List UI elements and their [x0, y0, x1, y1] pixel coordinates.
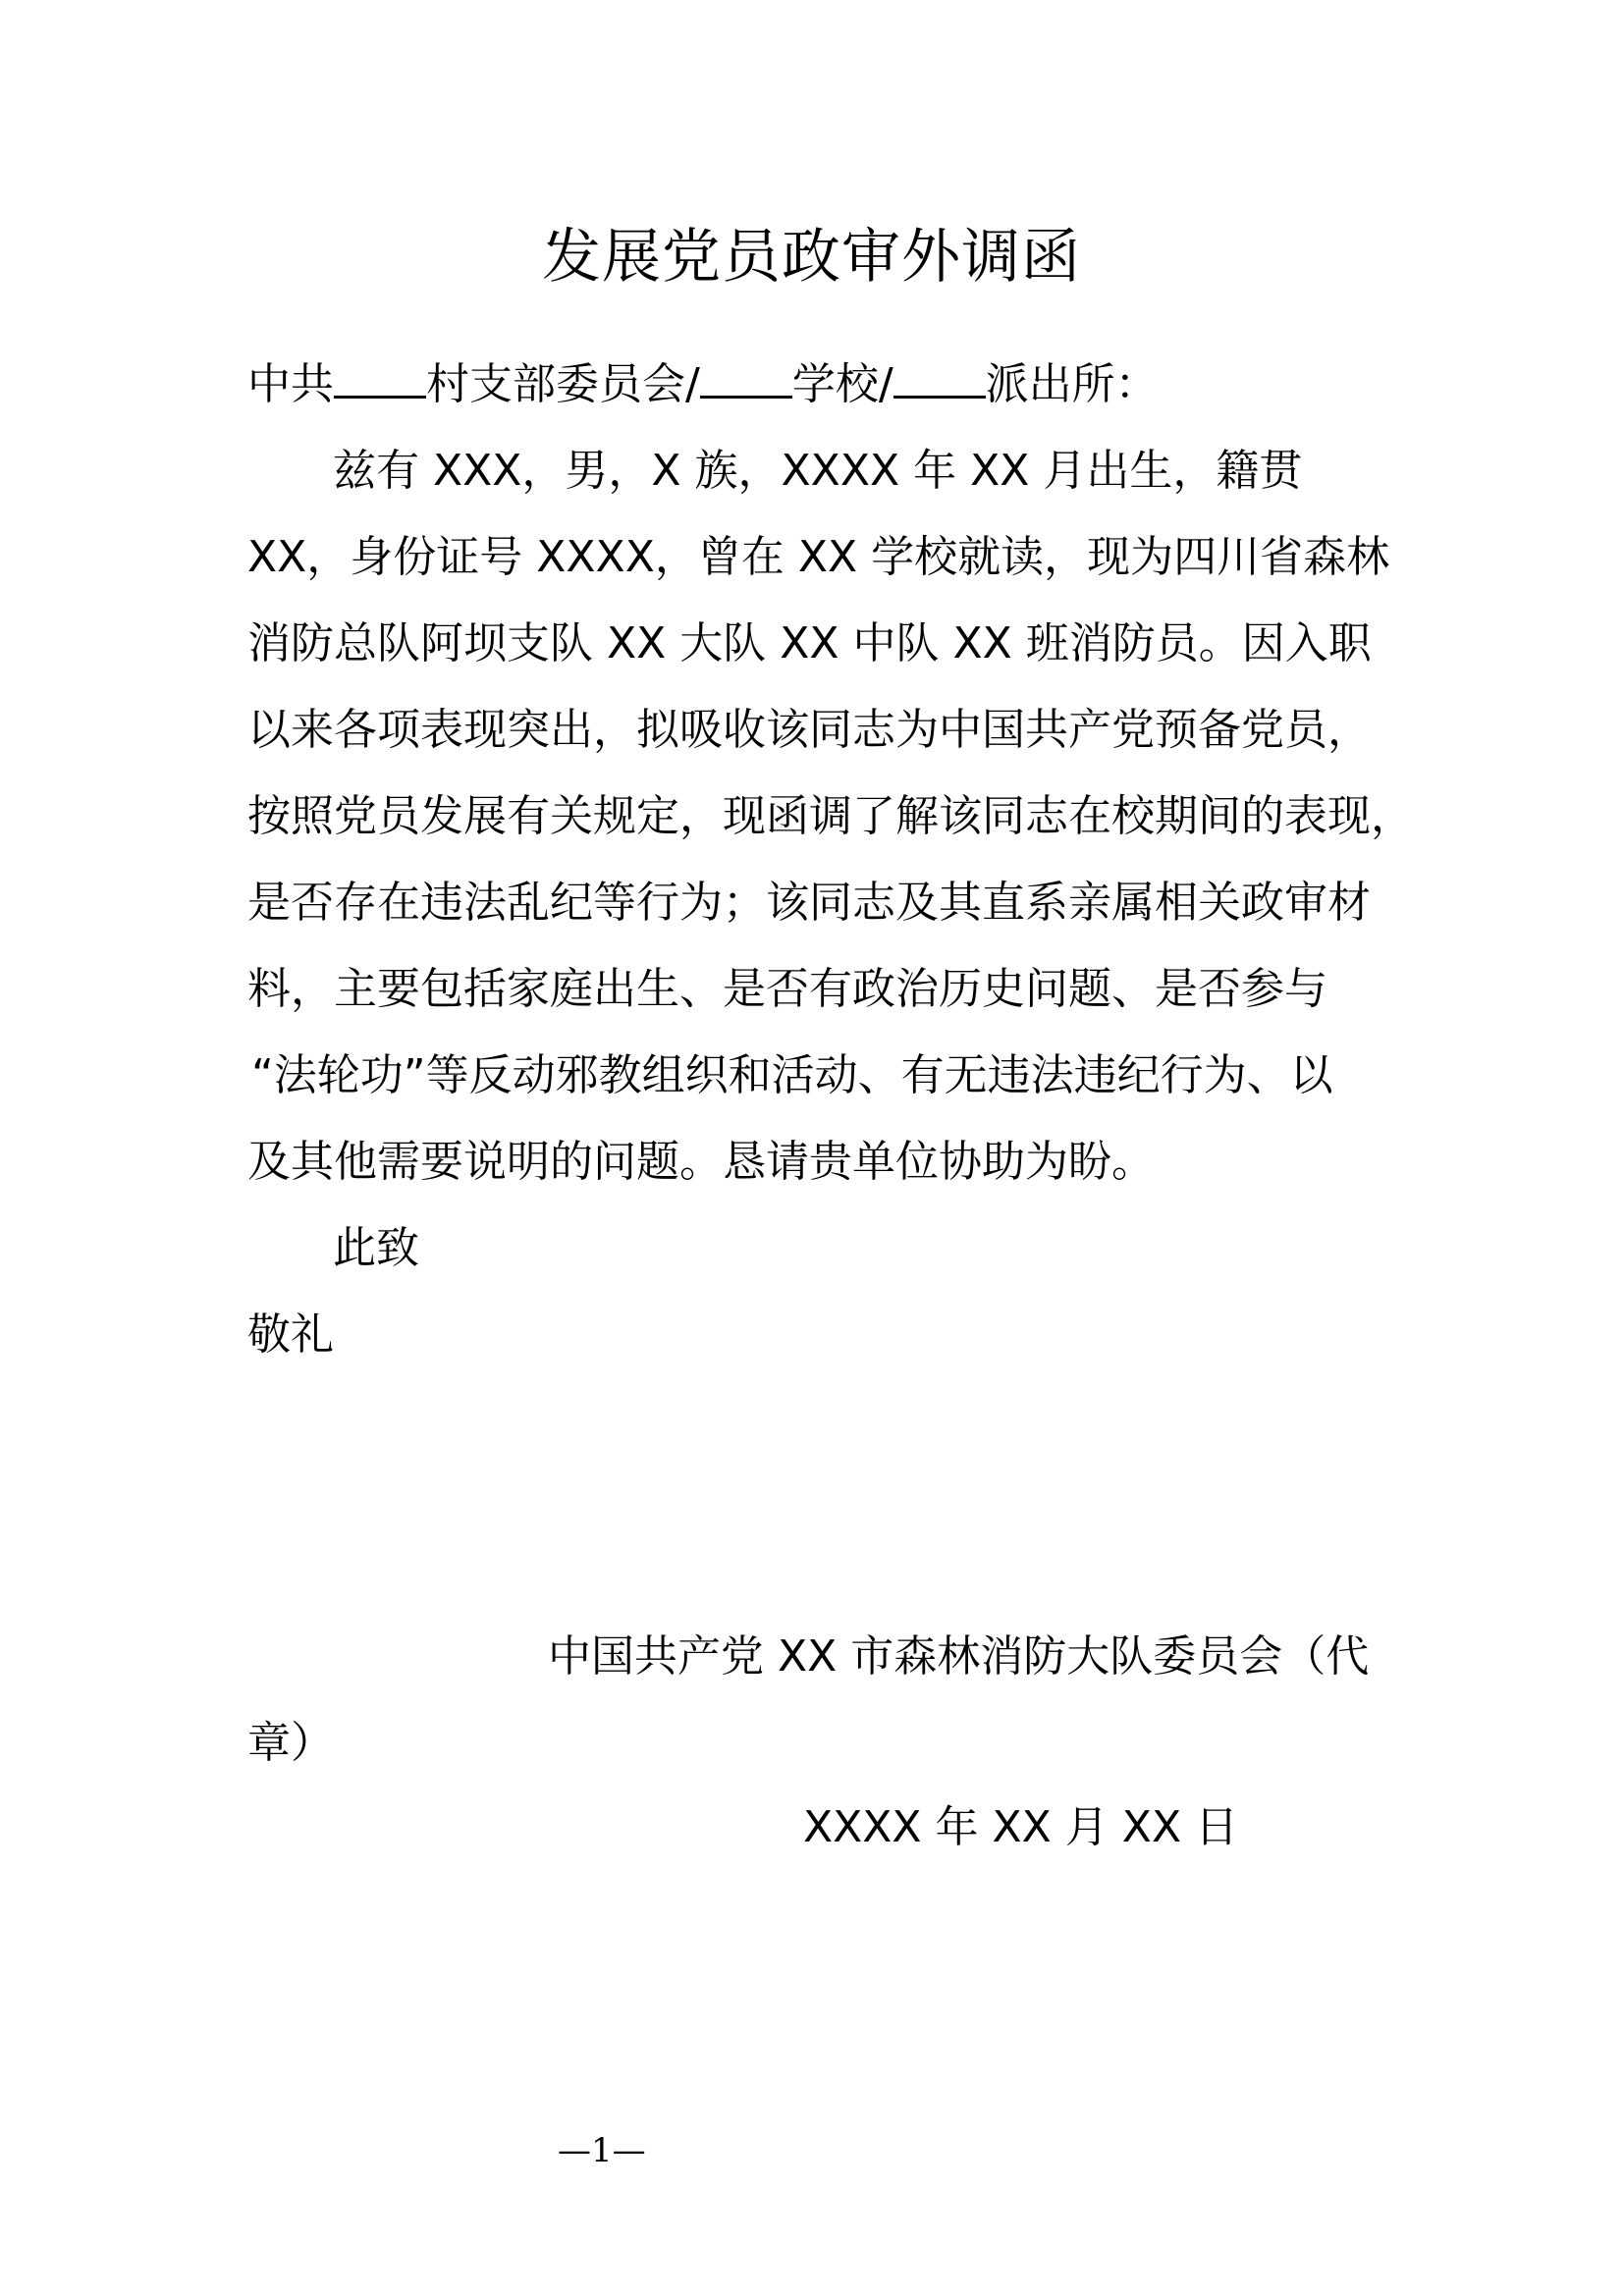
police-blank — [893, 356, 986, 399]
body-line: 以来各项表现突出，拟吸收该同志为中国共产党预备党员， — [247, 705, 1371, 755]
signature-organization: 中国共产党 XX 市森林消防大队委员会（代 — [548, 1631, 1370, 1682]
closing-greeting: 此致 — [333, 1223, 419, 1273]
body-line: 按照党员发展有关规定，现函调了解该同志在校期间的表现， — [247, 791, 1414, 841]
body-line: 兹有 XXX，男，X 族，XXXX 年 XX 月出生，籍贯 — [333, 446, 1303, 496]
addressee-school: 学校/ — [791, 359, 893, 409]
addressee-police: 派出所： — [985, 359, 1159, 409]
body-line: 料，主要包括家庭出生、是否有政治历史问题、是否参与 — [247, 964, 1327, 1014]
body-line: XX，身份证号 XXXX，曾在 XX 学校就读，现为四川省森林 — [247, 532, 1390, 582]
body-line: “法轮功”等反动邪教组织和活动、有无违法违纪行为、以 — [251, 1050, 1333, 1100]
body-line: 消防总队阿坝支队 XX 大队 XX 中队 XX 班消防员。因入职 — [247, 618, 1372, 668]
school-blank — [700, 356, 792, 399]
addressee-village: 村支部委员会/ — [426, 359, 700, 409]
village-blank — [334, 356, 426, 399]
page-number: —1— — [558, 2131, 646, 2170]
body-line: 及其他需要说明的问题。恳请贵单位协助为盼。 — [247, 1137, 1155, 1187]
document-date: XXXX 年 XX 月 XX 日 — [803, 1802, 1239, 1852]
body-line: 是否存在违法乱纪等行为；该同志及其直系亲属相关政审材 — [247, 878, 1371, 928]
addressee-line — [247, 355, 1159, 414]
document-title: 发展党员政审外调函 — [542, 223, 1081, 292]
closing-salute: 敬礼 — [247, 1309, 334, 1360]
signature-seal-note: 章） — [247, 1718, 334, 1768]
addressee-prefix: 中共 — [247, 359, 334, 409]
